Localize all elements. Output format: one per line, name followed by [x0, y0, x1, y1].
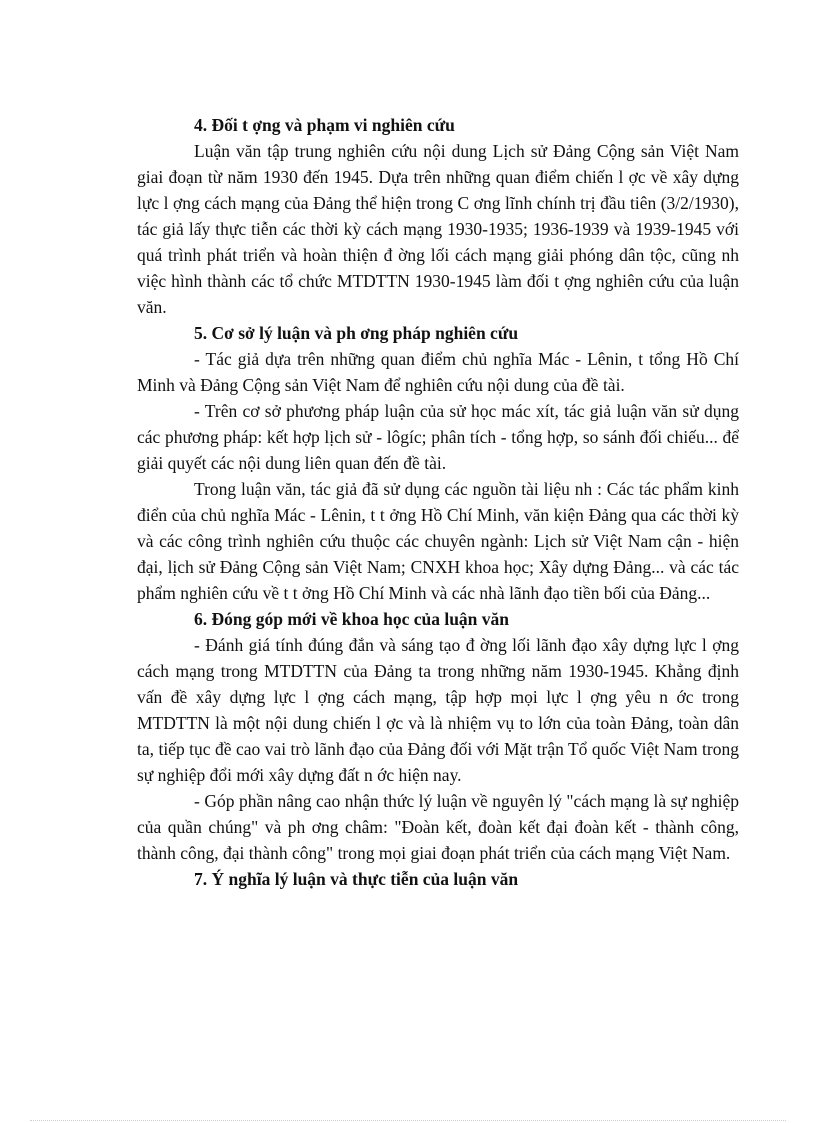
section-4-heading: 4. Đối t ợng và phạm vi nghiên cứu — [194, 115, 455, 135]
section-6-paragraph-1: - Đánh giá tính đúng đắn và sáng tạo đ ờng lối lãnh đạo xây dựng lực l ợng cách mạng trong MTDTTN của Đảng ta trong những năm 1930-1945. Khẳng định vấn đề xây dựng lực l ợng cách mạng, tập hợp mọi lực l ợng yêu n ớc trong MTDTTN là một nội dung chiến l ợc và là nhiệm vụ to lớn của toàn Đảng, toàn dân ta, tiếp tục đề cao vai trò lãnh đạo của Đảng đối với Mặt trận Tổ quốc Việt Nam trong sự nghiệp đổi mới xây dựng đất n ớc hiện nay. — [137, 635, 739, 785]
section-6-heading: 6. Đóng góp mới về khoa học của luận văn — [194, 609, 510, 629]
section-5-paragraph-3: Trong luận văn, tác giả đã sử dụng các nguồn tài liệu nh : Các tác phẩm kinh điển của chủ nghĩa Mác - Lênin, t t ởng Hồ Chí Minh, văn kiện Đảng qua các thời kỳ và các công trình nghiên cứu thuộc các chuyên ngành: Lịch sử Việt Nam cận - hiện đại, lịch sử Đảng Cộng sản Việt Nam; CNXH khoa học; Xây dựng Đảng... và các tác phẩm nghiên cứu về t t ởng Hồ Chí Minh và các nhà lãnh đạo tiền bối của Đảng... — [137, 479, 739, 603]
section-5-paragraph-1: - Tác giả dựa trên những quan điểm chủ nghĩa Mác - Lênin, t tổng Hồ Chí Minh và Đảng Cộng sản Việt Nam để nghiên cứu nội dung của đề tài. — [137, 349, 739, 395]
section-4-paragraph-1: Luận văn tập trung nghiên cứu nội dung Lịch sử Đảng Cộng sản Việt Nam giai đoạn từ năm 1930 đến 1945. Dựa trên những quan điểm chiến l ợc về xây dựng lực l ợng cách mạng của Đảng thể hiện trong C ơng lĩnh chính trị đầu tiên (3/2/1930), tác giả lấy thực tiễn các thời kỳ cách mạng 1930-1935; 1936-1939 và 1939-1945 với quá trình phát triển và hoàn thiện đ ờng lối cách mạng giải phóng dân tộc, cũng nh việc hình thành các tổ chức MTDTTN 1930-1945 làm đối t ợng nghiên cứu của luận văn. — [137, 141, 739, 317]
section-5-heading: 5. Cơ sở lý luận và ph ơng pháp nghiên cứu — [194, 323, 519, 343]
section-6-paragraph-2: - Góp phần nâng cao nhận thức lý luận về nguyên lý "cách mạng là sự nghiệp của quần chúng" và ph ơng châm: "Đoàn kết, đoàn kết đại đoàn kết - thành công, thành công, đại thành công" trong mọi giai đoạn phát triển của cách mạng Việt Nam. — [137, 791, 739, 863]
section-7-heading: 7. Ý nghĩa lý luận và thực tiễn của luận văn — [194, 869, 519, 889]
document-page — [137, 112, 739, 892]
page-bottom-divider — [30, 1120, 786, 1121]
section-5-paragraph-2: - Trên cơ sở phương pháp luận của sử học mác xít, tác giả luận văn sử dụng các phương pháp: kết hợp lịch sử - lôgíc; phân tích - tổng hợp, so sánh đối chiếu... để giải quyết các nội dung liên quan đến đề tài. — [137, 401, 739, 473]
